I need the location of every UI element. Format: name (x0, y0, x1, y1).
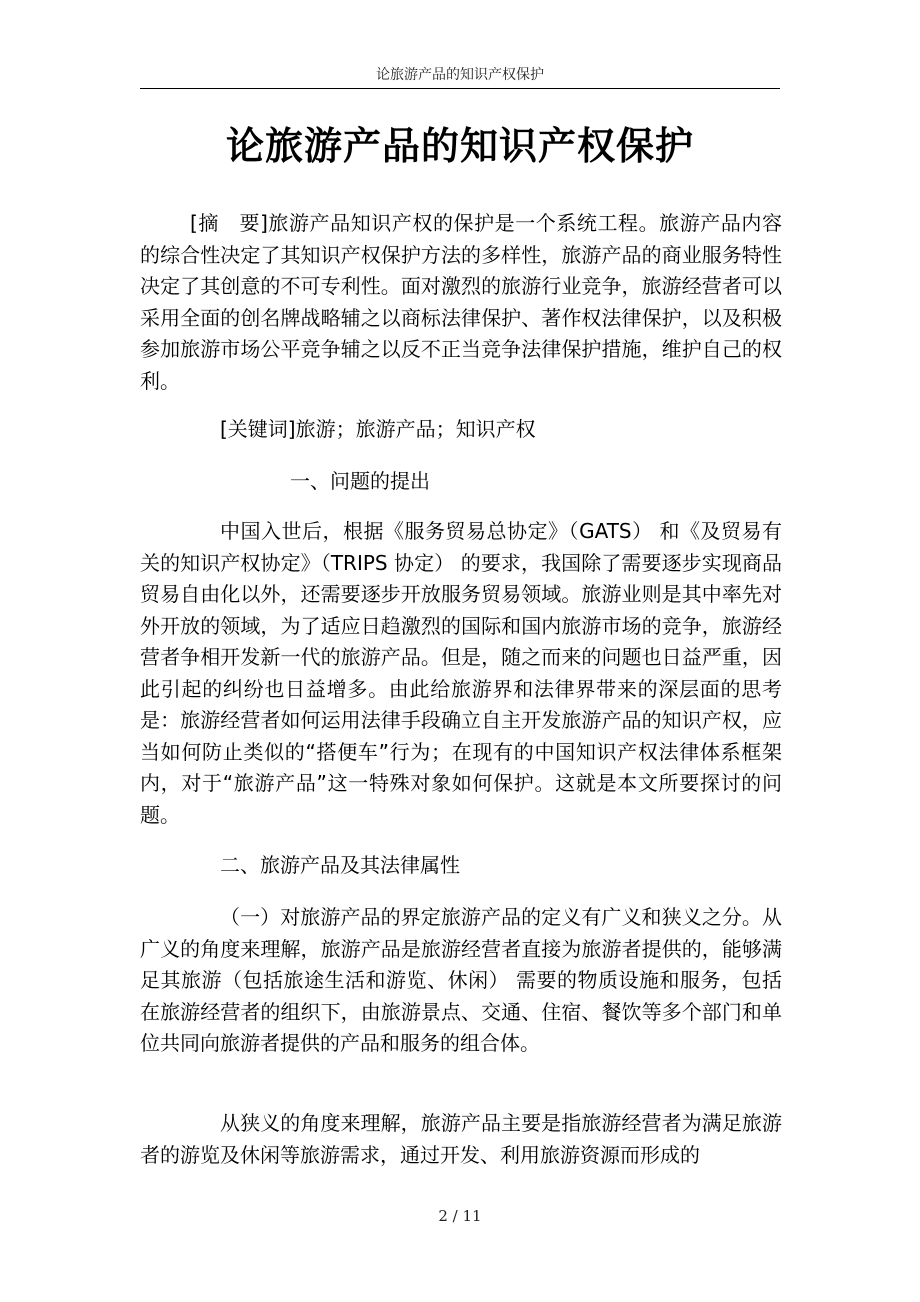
section-2-heading: 二、旅游产品及其法律属性 (220, 853, 460, 877)
section-1-body: 中国入世后，根据《服务贸易总协定》（GATS） 和《及贸易有关的知识产权协定》（TRIPS 协定） 的要求，我国除了需要逐步实现商品贸易自由化以外，还需要逐步开放服务贸易领域。旅游业则是其中率先对外开放的领域，为了适应日趋激烈的国际和国内旅游市场的竞争，旅游经营者争相开发新一代的旅游产品。但是，随之而来的问题也日益严重，因此引起的纠纷也日益增多。由此给旅游界和法律界带来的深层面的思考是：旅游经营者如何运用法律手段确立自主开发旅游产品的知识产权，应当如何防止类似的“搭便车”行为；在现有的中国知识产权法律体系框架内，对于“旅游产品”这一特殊对象如何保护。这就是本文所要探讨的问题。 (140, 519, 782, 827)
subsection-1-body: （一）对旅游产品的界定旅游产品的定义有广义和狭义之分。从广义的角度来理解，旅游产品是旅游经营者直接为旅游者提供的，能够满足其旅游（包括旅途生活和游览、休闲） 需要的物质设施和服务，包括在旅游经营者的组织下，由旅游景点、交通、住宿、餐饮等多个部门和单位共同向旅游者提供的产品和服务的组合体。 (140, 905, 782, 1055)
section-1-heading: 一、问题的提出 (290, 469, 430, 493)
document-title: 论旅游产品的知识产权保护 (225, 124, 694, 168)
header-divider (140, 88, 780, 89)
narrow-definition-paragraph: 从狭义的角度来理解，旅游产品主要是指旅游经营者为满足旅游者的游览及休闲等旅游需求，通过开发、利用旅游资源而形成的 (140, 1111, 782, 1167)
keywords-line: [关键词]旅游；旅游产品；知识产权 (220, 417, 536, 441)
page-number: 2 / 11 (438, 1207, 482, 1225)
abstract-paragraph: [摘 要]旅游产品知识产权的保护是一个系统工程。旅游产品内容的综合性决定了其知识产权保护方法的多样性，旅游产品的商业服务特性决定了其创意的不可专利性。面对激烈的旅游行业竞争，旅游经营者可以采用全面的创名牌战略辅之以商标法律保护、著作权法律保护，以及积极参加旅游市场公平竞争辅之以反不正当竞争法律保护措施，维护自己的权利。 (140, 211, 782, 393)
running-header: 论旅游产品的知识产权保护 (376, 67, 544, 83)
